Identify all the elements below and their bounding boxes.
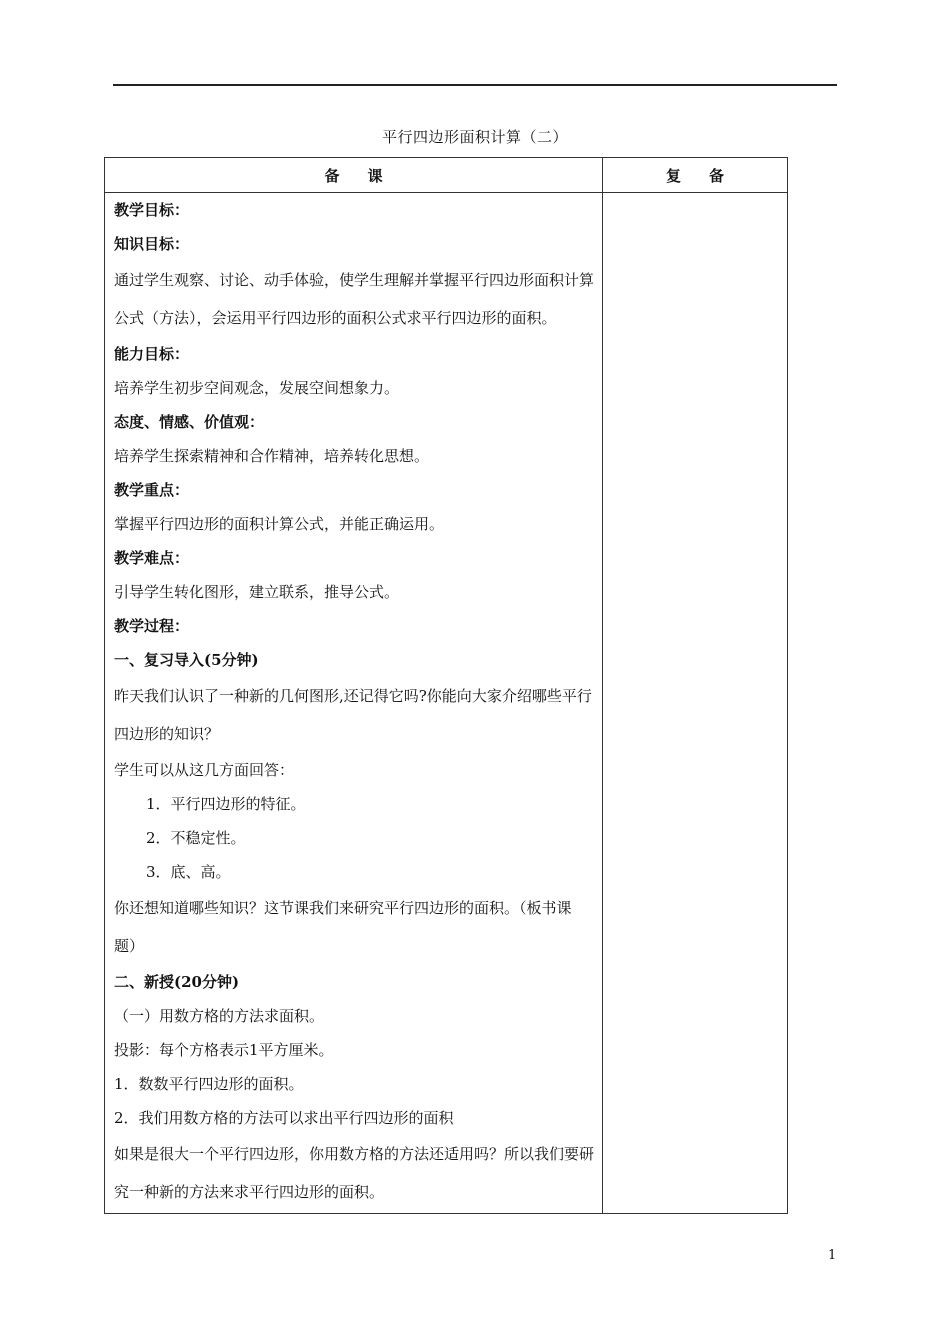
difficulty-text: 引导学生转化图形，建立联系，推导公式。	[114, 583, 400, 601]
header-prepare: 备课	[105, 158, 603, 193]
key-text: 掌握平行四边形的面积计算公式，并能正确运用。	[114, 515, 445, 533]
answer-intro: 学生可以从这几方面回答：	[114, 761, 295, 779]
ability-text: 培养学生初步空间观念，发展空间想象力。	[114, 379, 400, 397]
section1-heading: 一、复习导入(5分钟)	[114, 651, 259, 669]
section1-text: 昨天我们认识了一种新的几何图形,还记得它吗?你能向大家介绍哪些平行四边形的知识？	[114, 687, 592, 743]
header-rule	[113, 84, 837, 86]
document-title: 平行四边形面积计算（二）	[381, 128, 568, 146]
page-number: 1	[828, 1248, 837, 1263]
section2-heading: 二、新授(20分钟)	[114, 973, 240, 991]
step-item: 2．我们用数方格的方法可以求出平行四边形的面积	[114, 1109, 454, 1127]
key-heading: 教学重点：	[114, 481, 190, 499]
step-item: 1．数数平行四边形的面积。	[114, 1075, 304, 1093]
goal-heading: 教学目标：	[114, 201, 190, 219]
closing-text: 如果是很大一个平行四边形，你用数方格的方法还适用吗？所以我们要研究一种新的方法来求平行四边形的面积。	[114, 1145, 595, 1201]
lesson-plan-table	[104, 157, 788, 1214]
projection-text: 投影：每个方格表示1平方厘米。	[114, 1041, 334, 1059]
knowledge-text: 通过学生观察、讨论、动手体验，使学生理解并掌握平行四边形面积计算公式（方法），会运用平行四边形的面积公式求平行四边形的面积。	[114, 271, 595, 327]
question-text: 你还想知道哪些知识？这节课我们来研究平行四边形的面积。（板书课题）	[114, 899, 572, 955]
attitude-heading: 态度、情感、价值观：	[114, 413, 265, 431]
answer-item: 1．平行四边形的特征。	[146, 795, 306, 813]
process-heading: 教学过程：	[114, 617, 190, 635]
answer-item: 2．不稳定性。	[146, 829, 246, 847]
ability-heading: 能力目标：	[114, 345, 190, 363]
review-column	[603, 193, 788, 1214]
sub-heading: （一）用数方格的方法求面积。	[114, 1007, 325, 1025]
difficulty-heading: 教学难点：	[114, 549, 190, 567]
header-review: 复备	[603, 158, 788, 193]
attitude-text: 培养学生探索精神和合作精神，培养转化思想。	[114, 447, 430, 465]
answer-item: 3．底、高。	[146, 863, 231, 881]
lesson-content	[105, 193, 603, 1214]
knowledge-heading: 知识目标：	[114, 235, 190, 253]
